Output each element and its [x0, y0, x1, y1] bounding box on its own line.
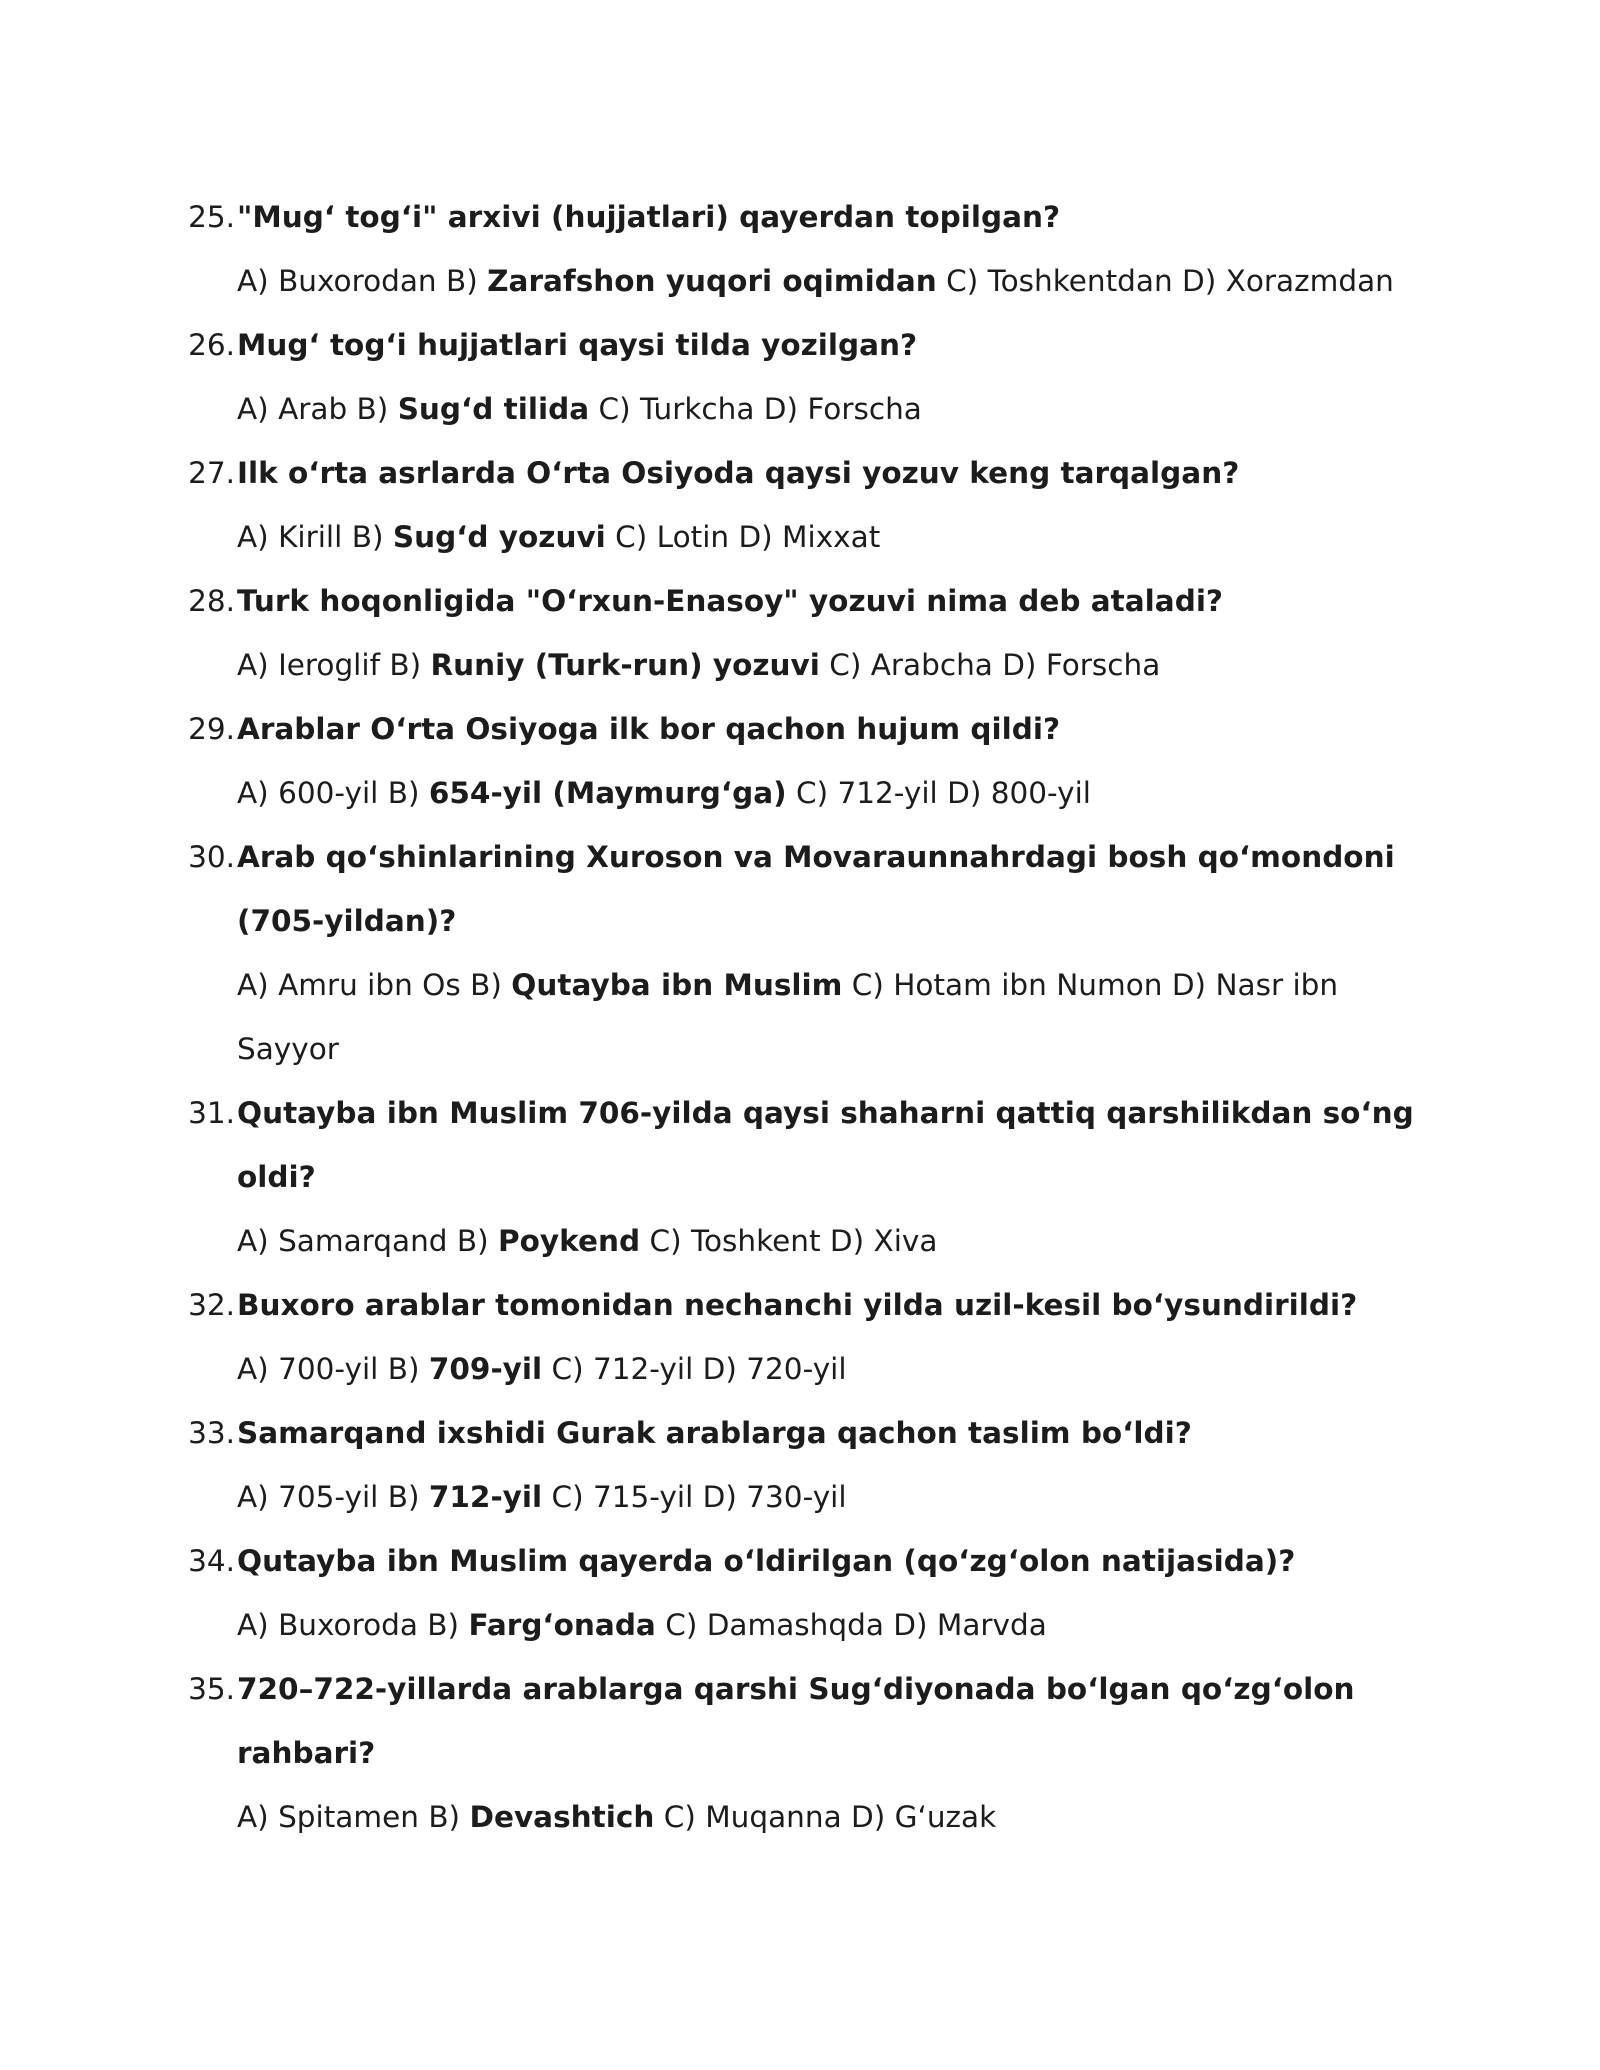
question-number: 32. — [188, 1288, 235, 1322]
question-text: Samarqand ixshidi Gurak arablarga qachon taslim bo‘ldi? — [237, 1416, 1192, 1450]
answer-options — [180, 633, 1420, 697]
options-before-answer: A) 705-yil B) — [237, 1480, 429, 1514]
correct-answer: Devashtich — [469, 1800, 655, 1834]
question-number: 34. — [188, 1544, 235, 1578]
question-row — [180, 313, 1420, 377]
question-text: Qutayba ibn Muslim qayerda o‘ldirilgan (qo‘zg‘olon natijasida)? — [237, 1544, 1296, 1578]
options-before-answer: A) Ieroglif B) — [237, 648, 431, 682]
answer-options — [180, 505, 1420, 569]
question-item — [180, 1401, 1420, 1529]
question-item — [180, 1529, 1420, 1657]
options-after-answer: C) Muqanna D) G‘uzak — [654, 1800, 997, 1834]
answer-options — [180, 1465, 1420, 1529]
options-before-answer: A) Kirill B) — [237, 520, 393, 554]
question-text: "Mug‘ tog‘i" arxivi (hujjatlari) qayerdan topilgan? — [237, 200, 1061, 234]
question-number: 30. — [188, 840, 235, 874]
question-text: Mug‘ tog‘i hujjatlari qaysi tilda yozilgan? — [237, 328, 918, 362]
question-text: Buxoro arablar tomonidan nechanchi yilda uzil-kesil bo‘ysundirildi? — [237, 1288, 1358, 1322]
options-before-answer: A) 600-yil B) — [237, 776, 429, 810]
question-row — [180, 825, 1420, 953]
question-row — [180, 441, 1420, 505]
question-number: 31. — [188, 1096, 235, 1130]
options-after-answer: C) 712-yil D) 800-yil — [786, 776, 1091, 810]
correct-answer: 654-yil (Maymurg‘ga) — [428, 776, 787, 810]
options-before-answer: A) Buxorodan B) — [237, 264, 488, 298]
options-after-answer: C) Lotin D) Mixxat — [605, 520, 881, 554]
options-after-answer: C) 715-yil D) 730-yil — [542, 1480, 847, 1514]
question-item — [180, 569, 1420, 697]
question-number: 35. — [188, 1672, 235, 1706]
question-row — [180, 1273, 1420, 1337]
options-after-answer: C) Toshkent D) Xiva — [640, 1224, 938, 1258]
options-after-answer: C) Damashqda D) Marvda — [655, 1608, 1047, 1642]
correct-answer: Poykend — [498, 1224, 641, 1258]
question-text: 720–722-yillarda arablarga qarshi Sug‘diyonada bo‘lgan qo‘zg‘olon rahbari? — [237, 1672, 1355, 1770]
question-row — [180, 1081, 1420, 1209]
options-before-answer: A) Arab B) — [237, 392, 398, 426]
question-row — [180, 185, 1420, 249]
question-row — [180, 1657, 1420, 1785]
options-after-answer: C) Toshkentdan D) Xorazmdan — [936, 264, 1394, 298]
correct-answer: Zarafshon yuqori oqimidan — [487, 264, 937, 298]
correct-answer: Runiy (Turk-run) yozuvi — [430, 648, 820, 682]
correct-answer: Qutayba ibn Muslim — [511, 968, 843, 1002]
options-after-answer: C) Turkcha D) Forscha — [589, 392, 922, 426]
options-before-answer: A) 700-yil B) — [237, 1352, 429, 1386]
question-row — [180, 569, 1420, 633]
question-row — [180, 697, 1420, 761]
answer-options — [180, 1593, 1420, 1657]
question-number: 33. — [188, 1416, 235, 1450]
question-row — [180, 1401, 1420, 1465]
question-text: Ilk o‘rta asrlarda O‘rta Osiyoda qaysi yozuv keng tarqalgan? — [237, 456, 1240, 490]
correct-answer: Sug‘d tilida — [397, 392, 590, 426]
question-number: 29. — [188, 712, 235, 746]
question-number: 25. — [188, 200, 235, 234]
question-number: 28. — [188, 584, 235, 618]
correct-answer: Sug‘d yozuvi — [392, 520, 606, 554]
answer-options — [180, 761, 1420, 825]
question-row — [180, 1529, 1420, 1593]
question-text: Qutayba ibn Muslim 706-yilda qaysi shaharni qattiq qarshilikdan so‘ng oldi? — [237, 1096, 1414, 1194]
question-list — [180, 185, 1420, 1849]
options-after-answer: C) Arabcha D) Forscha — [819, 648, 1161, 682]
question-number: 26. — [188, 328, 235, 362]
question-item — [180, 1657, 1420, 1849]
correct-answer: 712-yil — [428, 1480, 543, 1514]
question-item — [180, 825, 1420, 1081]
question-item — [180, 313, 1420, 441]
question-item — [180, 185, 1420, 313]
answer-options — [180, 1209, 1420, 1273]
options-before-answer: A) Buxoroda B) — [237, 1608, 469, 1642]
answer-options — [180, 1785, 1420, 1849]
question-item — [180, 697, 1420, 825]
correct-answer: 709-yil — [428, 1352, 543, 1386]
options-before-answer: A) Samarqand B) — [237, 1224, 499, 1258]
options-after-answer: C) Hotam ibn Numon D) Nasr ibn Sayyor — [237, 968, 1339, 1066]
answer-options — [180, 953, 1420, 1081]
answer-options — [180, 1337, 1420, 1401]
question-text: Turk hoqonligida "O‘rxun-Enasoy" yozuvi nima deb ataladi? — [237, 584, 1224, 618]
options-after-answer: C) 712-yil D) 720-yil — [542, 1352, 847, 1386]
question-item — [180, 1273, 1420, 1401]
question-item — [180, 441, 1420, 569]
question-text: Arab qo‘shinlarining Xuroson va Movaraunnahrdagi bosh qo‘mondoni (705-yildan)? — [237, 840, 1395, 938]
answer-options — [180, 377, 1420, 441]
answer-options — [180, 249, 1420, 313]
question-number: 27. — [188, 456, 235, 490]
correct-answer: Farg‘onada — [468, 1608, 656, 1642]
question-item — [180, 1081, 1420, 1273]
options-before-answer: A) Spitamen B) — [237, 1800, 470, 1834]
options-before-answer: A) Amru ibn Os B) — [237, 968, 512, 1002]
question-text: Arablar O‘rta Osiyoga ilk bor qachon hujum qildi? — [237, 712, 1061, 746]
